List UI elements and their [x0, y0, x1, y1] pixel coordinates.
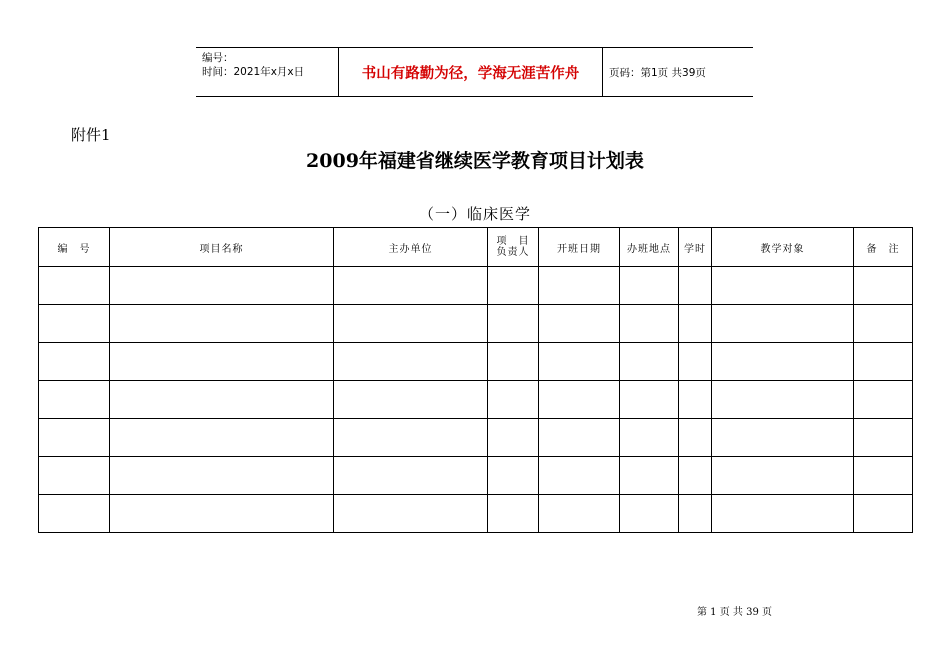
- table-row: [39, 267, 913, 305]
- table-row: [39, 457, 913, 495]
- table-cell-remark: [854, 495, 913, 533]
- table-cell-place: [620, 305, 679, 343]
- page-title: 2009年福建省继续医学教育项目计划表: [306, 150, 644, 172]
- table-row: [39, 305, 913, 343]
- table-row: [39, 343, 913, 381]
- table-cell-name: [110, 305, 334, 343]
- table-cell-remark: [854, 419, 913, 457]
- table-cell-no: [39, 495, 110, 533]
- table-cell-target: [712, 305, 854, 343]
- col-header-project-name: 项目名称: [110, 228, 334, 267]
- table-cell-remark: [854, 343, 913, 381]
- col-header-start-date: 开班日期: [539, 228, 620, 267]
- table-row: [39, 495, 913, 533]
- header-meta: [196, 48, 338, 96]
- header-page-info: 页码：第1页 共39页: [609, 66, 706, 79]
- table-cell-hours: [679, 419, 712, 457]
- table-cell-owner: [488, 305, 539, 343]
- col-header-owner: [488, 228, 539, 267]
- table-cell-no: [39, 267, 110, 305]
- table-cell-hours: [679, 343, 712, 381]
- table-cell-target: [712, 495, 854, 533]
- table-cell-place: [620, 419, 679, 457]
- table-body: [39, 267, 913, 533]
- table-cell-target: [712, 419, 854, 457]
- attachment-label: 附件1: [71, 126, 111, 144]
- table-cell-target: [712, 381, 854, 419]
- col-header-organizer: 主办单位: [334, 228, 488, 267]
- table-cell-name: [110, 343, 334, 381]
- header-slogan: 书山有路勤为径，学海无涯苦作舟: [338, 48, 603, 96]
- table-cell-hours: [679, 457, 712, 495]
- col-header-number: 编 号: [39, 228, 110, 267]
- table-cell-hours: [679, 267, 712, 305]
- page-footer: 第 1 页 共 39 页: [697, 607, 772, 618]
- table-cell-owner: [488, 343, 539, 381]
- table-header-row: [39, 228, 913, 267]
- table-cell-target: [712, 343, 854, 381]
- table-cell-owner: [488, 381, 539, 419]
- col-header-owner-line2: 负责人: [496, 247, 530, 258]
- table-cell-owner: [488, 419, 539, 457]
- table-cell-no: [39, 343, 110, 381]
- table-cell-place: [620, 267, 679, 305]
- number-label: 编号：: [202, 52, 234, 64]
- table-cell-org: [334, 267, 488, 305]
- table-cell-hours: [679, 305, 712, 343]
- table-row: [39, 381, 913, 419]
- table-row: [39, 419, 913, 457]
- table-cell-name: [110, 495, 334, 533]
- table-cell-name: [110, 419, 334, 457]
- table-cell-date: [539, 419, 620, 457]
- table-cell-remark: [854, 267, 913, 305]
- table-cell-place: [620, 457, 679, 495]
- col-header-location: 办班地点: [620, 228, 679, 267]
- table-cell-date: [539, 495, 620, 533]
- table-cell-hours: [679, 381, 712, 419]
- table-cell-name: [110, 267, 334, 305]
- table-cell-org: [334, 457, 488, 495]
- table-cell-date: [539, 457, 620, 495]
- table-cell-owner: [488, 267, 539, 305]
- table-cell-owner: [488, 495, 539, 533]
- table-cell-no: [39, 305, 110, 343]
- table-cell-remark: [854, 457, 913, 495]
- col-header-audience: 教学对象: [712, 228, 854, 267]
- table-cell-org: [334, 495, 488, 533]
- table-cell-remark: [854, 381, 913, 419]
- table-cell-org: [334, 305, 488, 343]
- table-cell-hours: [679, 495, 712, 533]
- table-cell-place: [620, 381, 679, 419]
- table-cell-target: [712, 457, 854, 495]
- table-cell-remark: [854, 305, 913, 343]
- col-header-owner-line1: 项 目: [496, 236, 530, 247]
- table-cell-no: [39, 419, 110, 457]
- plan-table: [38, 227, 913, 533]
- table-cell-target: [712, 267, 854, 305]
- col-header-hours: 学时: [679, 228, 712, 267]
- table-cell-org: [334, 381, 488, 419]
- table-cell-place: [620, 343, 679, 381]
- table-cell-date: [539, 267, 620, 305]
- table-cell-no: [39, 381, 110, 419]
- document-header: [196, 47, 753, 97]
- table-cell-date: [539, 305, 620, 343]
- section-title: （一）临床医学: [418, 205, 531, 223]
- table-cell-date: [539, 343, 620, 381]
- col-header-remark: 备 注: [854, 228, 913, 267]
- table-cell-place: [620, 495, 679, 533]
- table-cell-org: [334, 343, 488, 381]
- table-cell-name: [110, 457, 334, 495]
- table-cell-org: [334, 419, 488, 457]
- table-cell-owner: [488, 457, 539, 495]
- table-cell-name: [110, 381, 334, 419]
- table-cell-no: [39, 457, 110, 495]
- time-label: 时间：2021年x月x日: [202, 66, 305, 78]
- table-cell-date: [539, 381, 620, 419]
